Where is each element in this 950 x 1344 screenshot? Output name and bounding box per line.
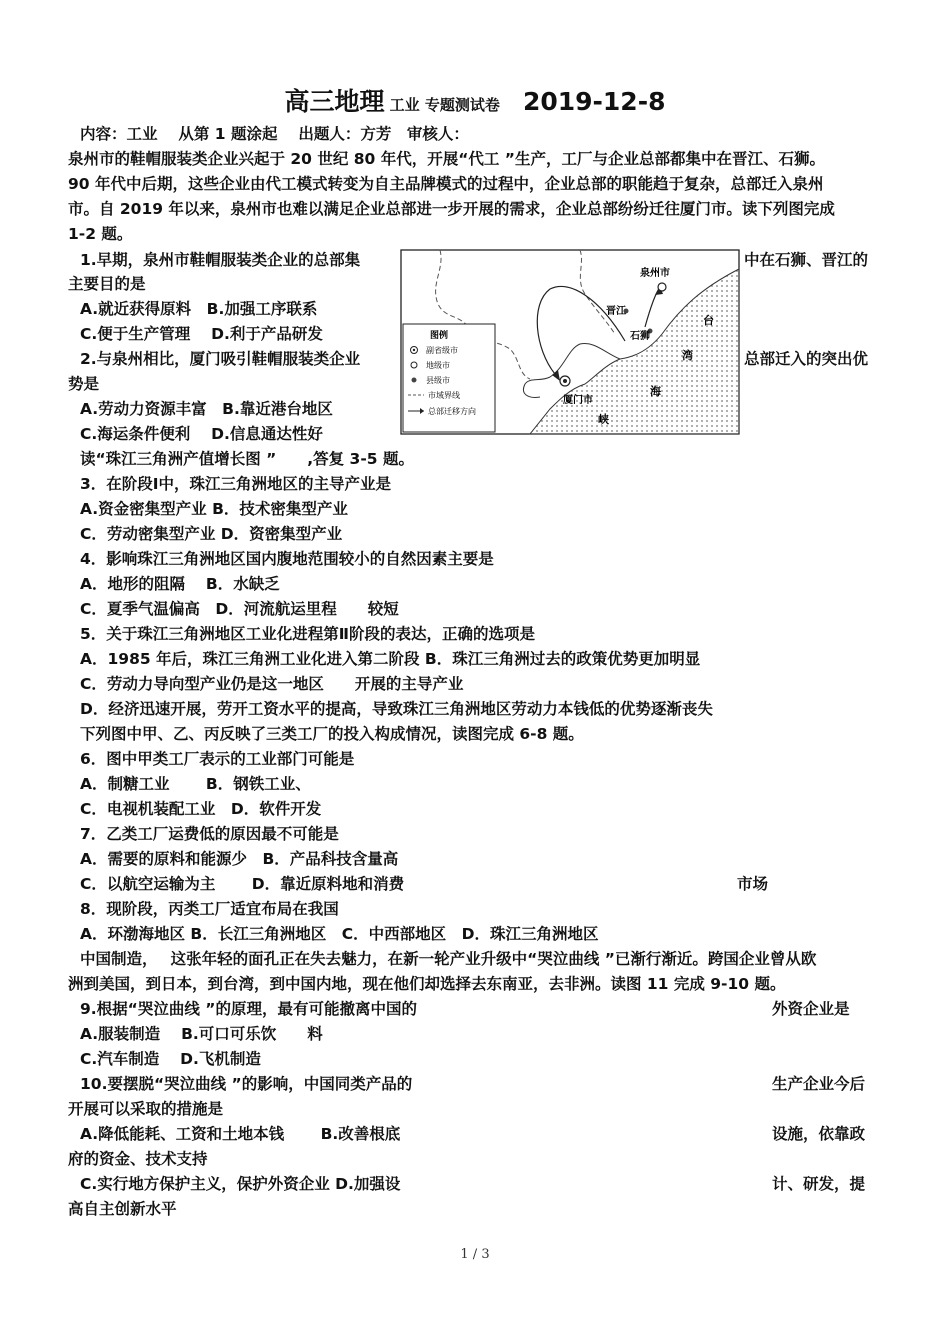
q5-option-c: C．劳动力导向型产业仍是这一地区 开展的主导产业	[80, 675, 464, 693]
intro-line-2: 90 年代中后期，这些企业由代工模式转变为自主品牌模式的过程中，企业总部的职能趋于复杂，总部迁入泉州	[68, 175, 824, 193]
q3-stem: 3．在阶段Ⅰ中，珠江三角洲地区的主导产业是	[80, 475, 392, 493]
q6-stem: 6．图中甲类工厂表示的工业部门可能是	[80, 750, 355, 768]
q10-options-ab-tail: 设施，依靠政	[772, 1125, 866, 1143]
q2-stem-a: 2.与泉州相比，厦门吸引鞋帽服装类企业	[80, 350, 361, 368]
legend-item-4: 市域界线	[428, 391, 460, 400]
quanzhou-xiamen-map	[400, 249, 740, 435]
q4-options-cd: C．夏季气温偏高 D．河流航运里程 较短	[80, 600, 399, 618]
q7-options-cd: C．以航空运输为主 D．靠近原料地和消费	[80, 875, 405, 893]
header-info: 内容：工业 从第 1 题涂起 出题人：方芳 审核人：	[80, 125, 469, 143]
title-sub: 工业 专题测试卷	[389, 96, 500, 114]
intro-line-1: 泉州市的鞋帽服装类企业兴起于 20 世纪 80 年代，开展“代工 ”生产，工厂与企业总部都集中在晋江、石狮。	[68, 150, 825, 168]
q9-options-ab: A.服装制造 B.可口可乐饮 料	[80, 1025, 323, 1043]
q1-options-ab: A.就近获得原料 B.加强工序联系	[80, 300, 318, 318]
q2-stem-c: 势是	[68, 375, 100, 393]
q10-options-cd-tail: 计、研发，提	[772, 1175, 866, 1193]
q4-stem: 4．影响珠江三角洲地区国内腹地范围较小的自然因素主要是	[80, 550, 494, 568]
label-strait-1: 台	[703, 314, 714, 327]
q10-stem-tail: 生产企业今后	[772, 1075, 866, 1093]
q7-stem: 7．乙类工厂运费低的原因最不可能是	[80, 825, 339, 843]
q9-options-cd: C.汽车制造 D.飞机制造	[80, 1050, 261, 1068]
legend-title: 图例	[430, 331, 449, 341]
q9-stem-tail: 外资企业是	[772, 1000, 850, 1018]
title-date: 2019-12-8	[522, 87, 666, 116]
q7-options-tail: 市场	[737, 875, 769, 893]
q3-options-ab: A.资金密集型产业 B．技术密集型产业	[80, 500, 348, 518]
q6-options-ab: A．制糖工业 B．钢铁工业、	[80, 775, 311, 793]
q5-stem: 5．关于珠江三角洲地区工业化进程第Ⅱ阶段的表达，正确的选项是	[80, 625, 535, 643]
q10-stem-c: 开展可以采取的措施是	[68, 1100, 224, 1118]
q10-options-cd-cont: 高自主创新水平	[68, 1200, 177, 1218]
q10-options-cd: C.实行地方保护主义，保护外资企业 D.加强设	[80, 1175, 401, 1193]
q1-stem-b: 中在石狮、晋江的	[744, 251, 869, 269]
label-strait-4: 峡	[598, 413, 609, 426]
q1-stem-a: 1.早期，泉州市鞋帽服装类企业的总部集	[80, 251, 361, 269]
page-number: 1 / 3	[460, 1247, 490, 1262]
intro-line-3: 市。自 2019 年以来，泉州市也难以满足企业总部进一步开展的需求，企业总部纷纷迁往厦门市。读下列图完成	[68, 200, 835, 218]
label-strait-2: 湾	[682, 349, 693, 362]
figure-instruction-6-8: 下列图中甲、乙、丙反映了三类工厂的投入构成情况，读图完成 6-8 题。	[80, 725, 584, 743]
read-instruction-3-5: 读“珠江三角洲产值增长图 ” ,答复 3-5 题。	[80, 450, 414, 468]
legend-item-5: 总部迁移方向	[428, 407, 476, 416]
para-line-1: 中国制造， 这张年轻的面孔正在失去魅力，在新一轮产业升级中“哭泣曲线 ”已渐行渐近。跨国企业曾从欧	[80, 950, 817, 968]
q9-stem: 9.根据“哭泣曲线 ”的原理，最有可能撤离中国的	[80, 1000, 417, 1018]
q5-option-d: D．经济迅速开展，劳开工资水平的提高，导致珠江三角洲地区劳动力本钱低的优势逐渐丧失	[80, 700, 713, 718]
q2-options-ab: A.劳动力资源丰富 B.靠近港台地区	[80, 400, 333, 418]
q1-options-cd: C.便于生产管理 D.利于产品研发	[80, 325, 323, 343]
q8-options: A．环渤海地区 B．长江三角洲地区 C．中西部地区 D．珠江三角洲地区	[80, 925, 599, 943]
q2-options-cd: C.海运条件便利 D.信息通达性好	[80, 425, 323, 443]
q7-options-ab: A．需要的原料和能源少 B．产品科技含量高	[80, 850, 399, 868]
legend-item-1: 副省级市	[426, 346, 458, 355]
para-line-2: 洲到美国，到日本，到台湾，到中国内地，现在他们却选择去东南亚，去非洲。读图 11 完成 9-10 题。	[68, 975, 786, 993]
q10-options-ab-cont: 府的资金、技术支持	[68, 1150, 208, 1168]
q1-stem-c: 主要目的是	[68, 275, 146, 293]
page-title	[0, 82, 950, 118]
q5-option-ab: A．1985 年后，珠江三角洲工业化进入第二阶段 B．珠江三角洲过去的政策优势更加明显	[80, 650, 701, 668]
label-strait-3: 海	[650, 385, 661, 398]
q8-stem: 8．现阶段，丙类工厂适宜布局在我国	[80, 900, 339, 918]
intro-line-4: 1-2 题。	[68, 225, 133, 243]
q6-options-cd: C．电视机装配工业 D．软件开发	[80, 800, 322, 818]
q3-options-cd: C．劳动密集型产业 D．资密集型产业	[80, 525, 343, 543]
label-shishi: 石狮	[630, 331, 650, 342]
label-xiamen: 厦门市	[563, 395, 593, 406]
q10-stem: 10.要摆脱“哭泣曲线 ”的影响，中国同类产品的	[80, 1075, 413, 1093]
q2-stem-b: 总部迁入的突出优	[744, 350, 869, 368]
legend-item-3: 县级市	[426, 376, 450, 385]
label-jinjiang: 晋江	[606, 306, 626, 317]
q4-options-ab: A．地形的阻隔 B．水缺乏	[80, 575, 280, 593]
label-quanzhou: 泉州市	[640, 268, 670, 279]
title-main: 高三地理	[284, 87, 385, 116]
q10-options-ab: A.降低能耗、工资和土地本钱 B.改善根底	[80, 1125, 401, 1143]
legend-item-2: 地级市	[426, 361, 450, 370]
